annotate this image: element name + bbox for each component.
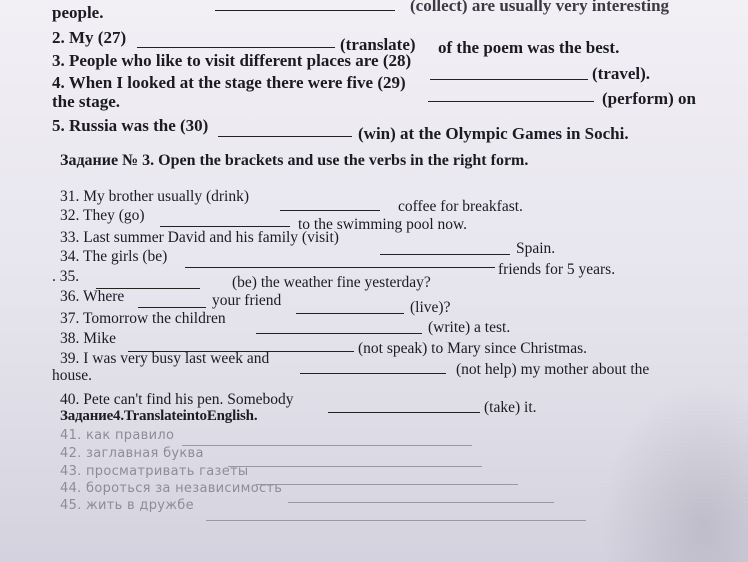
item-36-end: (live)? (410, 299, 451, 316)
item-38-end: (not speak) to Mary since Christmas. (358, 340, 588, 357)
blank-36a[interactable] (138, 307, 206, 308)
item-4-end: the stage. (52, 92, 120, 111)
item-41: 41. как правило (60, 428, 175, 443)
blank-33[interactable] (380, 254, 510, 255)
item-44: 44. бороться за независимость (60, 481, 283, 496)
photo-shadow (600, 380, 748, 562)
blank-37[interactable] (256, 333, 422, 334)
blank-29[interactable] (428, 101, 594, 102)
blank-45[interactable] (206, 520, 586, 521)
task4-heading: Задание4.TranslateintoEnglish. (60, 408, 258, 424)
item-37-start: 37. Tomorrow the children (60, 310, 226, 327)
top-line-people: people. (52, 3, 104, 22)
item-33-end: Spain. (516, 240, 556, 257)
item-32-start: 32. They (go) (60, 207, 145, 224)
item-5-start: 5. Russia was the (30) (52, 116, 209, 135)
item-3-start: 3. People who like to visit different places are (28) (52, 51, 412, 70)
item-3-verb: (travel). (592, 64, 651, 83)
item-2-verb: (translate) (340, 35, 416, 54)
item-5-end: (win) at the Olympic Games in Sochi. (358, 124, 629, 143)
item-35-end: (be) the weather fine yesterday? (232, 274, 431, 291)
blank-30[interactable] (218, 136, 352, 137)
blank-36b[interactable] (296, 313, 404, 314)
item-39-end: house. (52, 367, 93, 384)
item-40-end: (take) it. (484, 399, 537, 416)
blank-34[interactable] (185, 267, 495, 268)
blank-41[interactable] (182, 445, 472, 446)
item-4-verb: (perform) on (602, 89, 696, 108)
blank-44[interactable] (288, 502, 554, 503)
item-39-start: 39. I was very busy last week and (60, 350, 270, 367)
item-36-mid: your friend (212, 292, 282, 309)
blank-43[interactable] (256, 484, 518, 485)
item-36-start: 36. Where (60, 288, 125, 305)
item-42: 42. заглавная буква (60, 446, 204, 461)
item-31-start: 31. My brother usually (drink) (60, 188, 249, 205)
blank-39[interactable] (300, 373, 446, 374)
item-40-start: 40. Pete can't find his pen. Somebody (60, 391, 294, 408)
blank-27[interactable] (137, 47, 335, 48)
blank-32[interactable] (160, 226, 290, 227)
item-2-end: of the poem was the best. (438, 38, 620, 57)
item-2-start: 2. My (27) (52, 28, 127, 47)
item-34-start: 34. The girls (be) (60, 248, 168, 265)
blank-26[interactable] (215, 10, 395, 11)
blank-40[interactable] (328, 412, 480, 413)
top-line-collect: (collect) are usually very interesting (410, 0, 670, 15)
item-35-start: . 35. (52, 268, 80, 285)
blank-31[interactable] (280, 210, 380, 211)
item-38-start: 38. Mike (60, 330, 116, 347)
item-39-mid: (not help) my mother about the (456, 361, 650, 378)
item-34-end: friends for 5 years. (498, 261, 616, 278)
item-4-start: 4. When I looked at the stage there were five (29) (52, 73, 406, 92)
blank-42[interactable] (228, 466, 482, 467)
item-45: 45. жить в дружбе (60, 498, 194, 513)
item-43: 43. просматривать газеты (60, 464, 249, 479)
item-32-end: to the swimming pool now. (298, 216, 468, 233)
item-33-start: 33. Last summer David and his family (visit) (60, 229, 339, 246)
item-37-end: (write) a test. (428, 319, 511, 336)
task3-heading: Задание № 3. Open the brackets and use the verbs in the right form. (60, 152, 529, 169)
item-31-end: coffee for breakfast. (398, 198, 523, 215)
blank-28[interactable] (430, 79, 588, 80)
